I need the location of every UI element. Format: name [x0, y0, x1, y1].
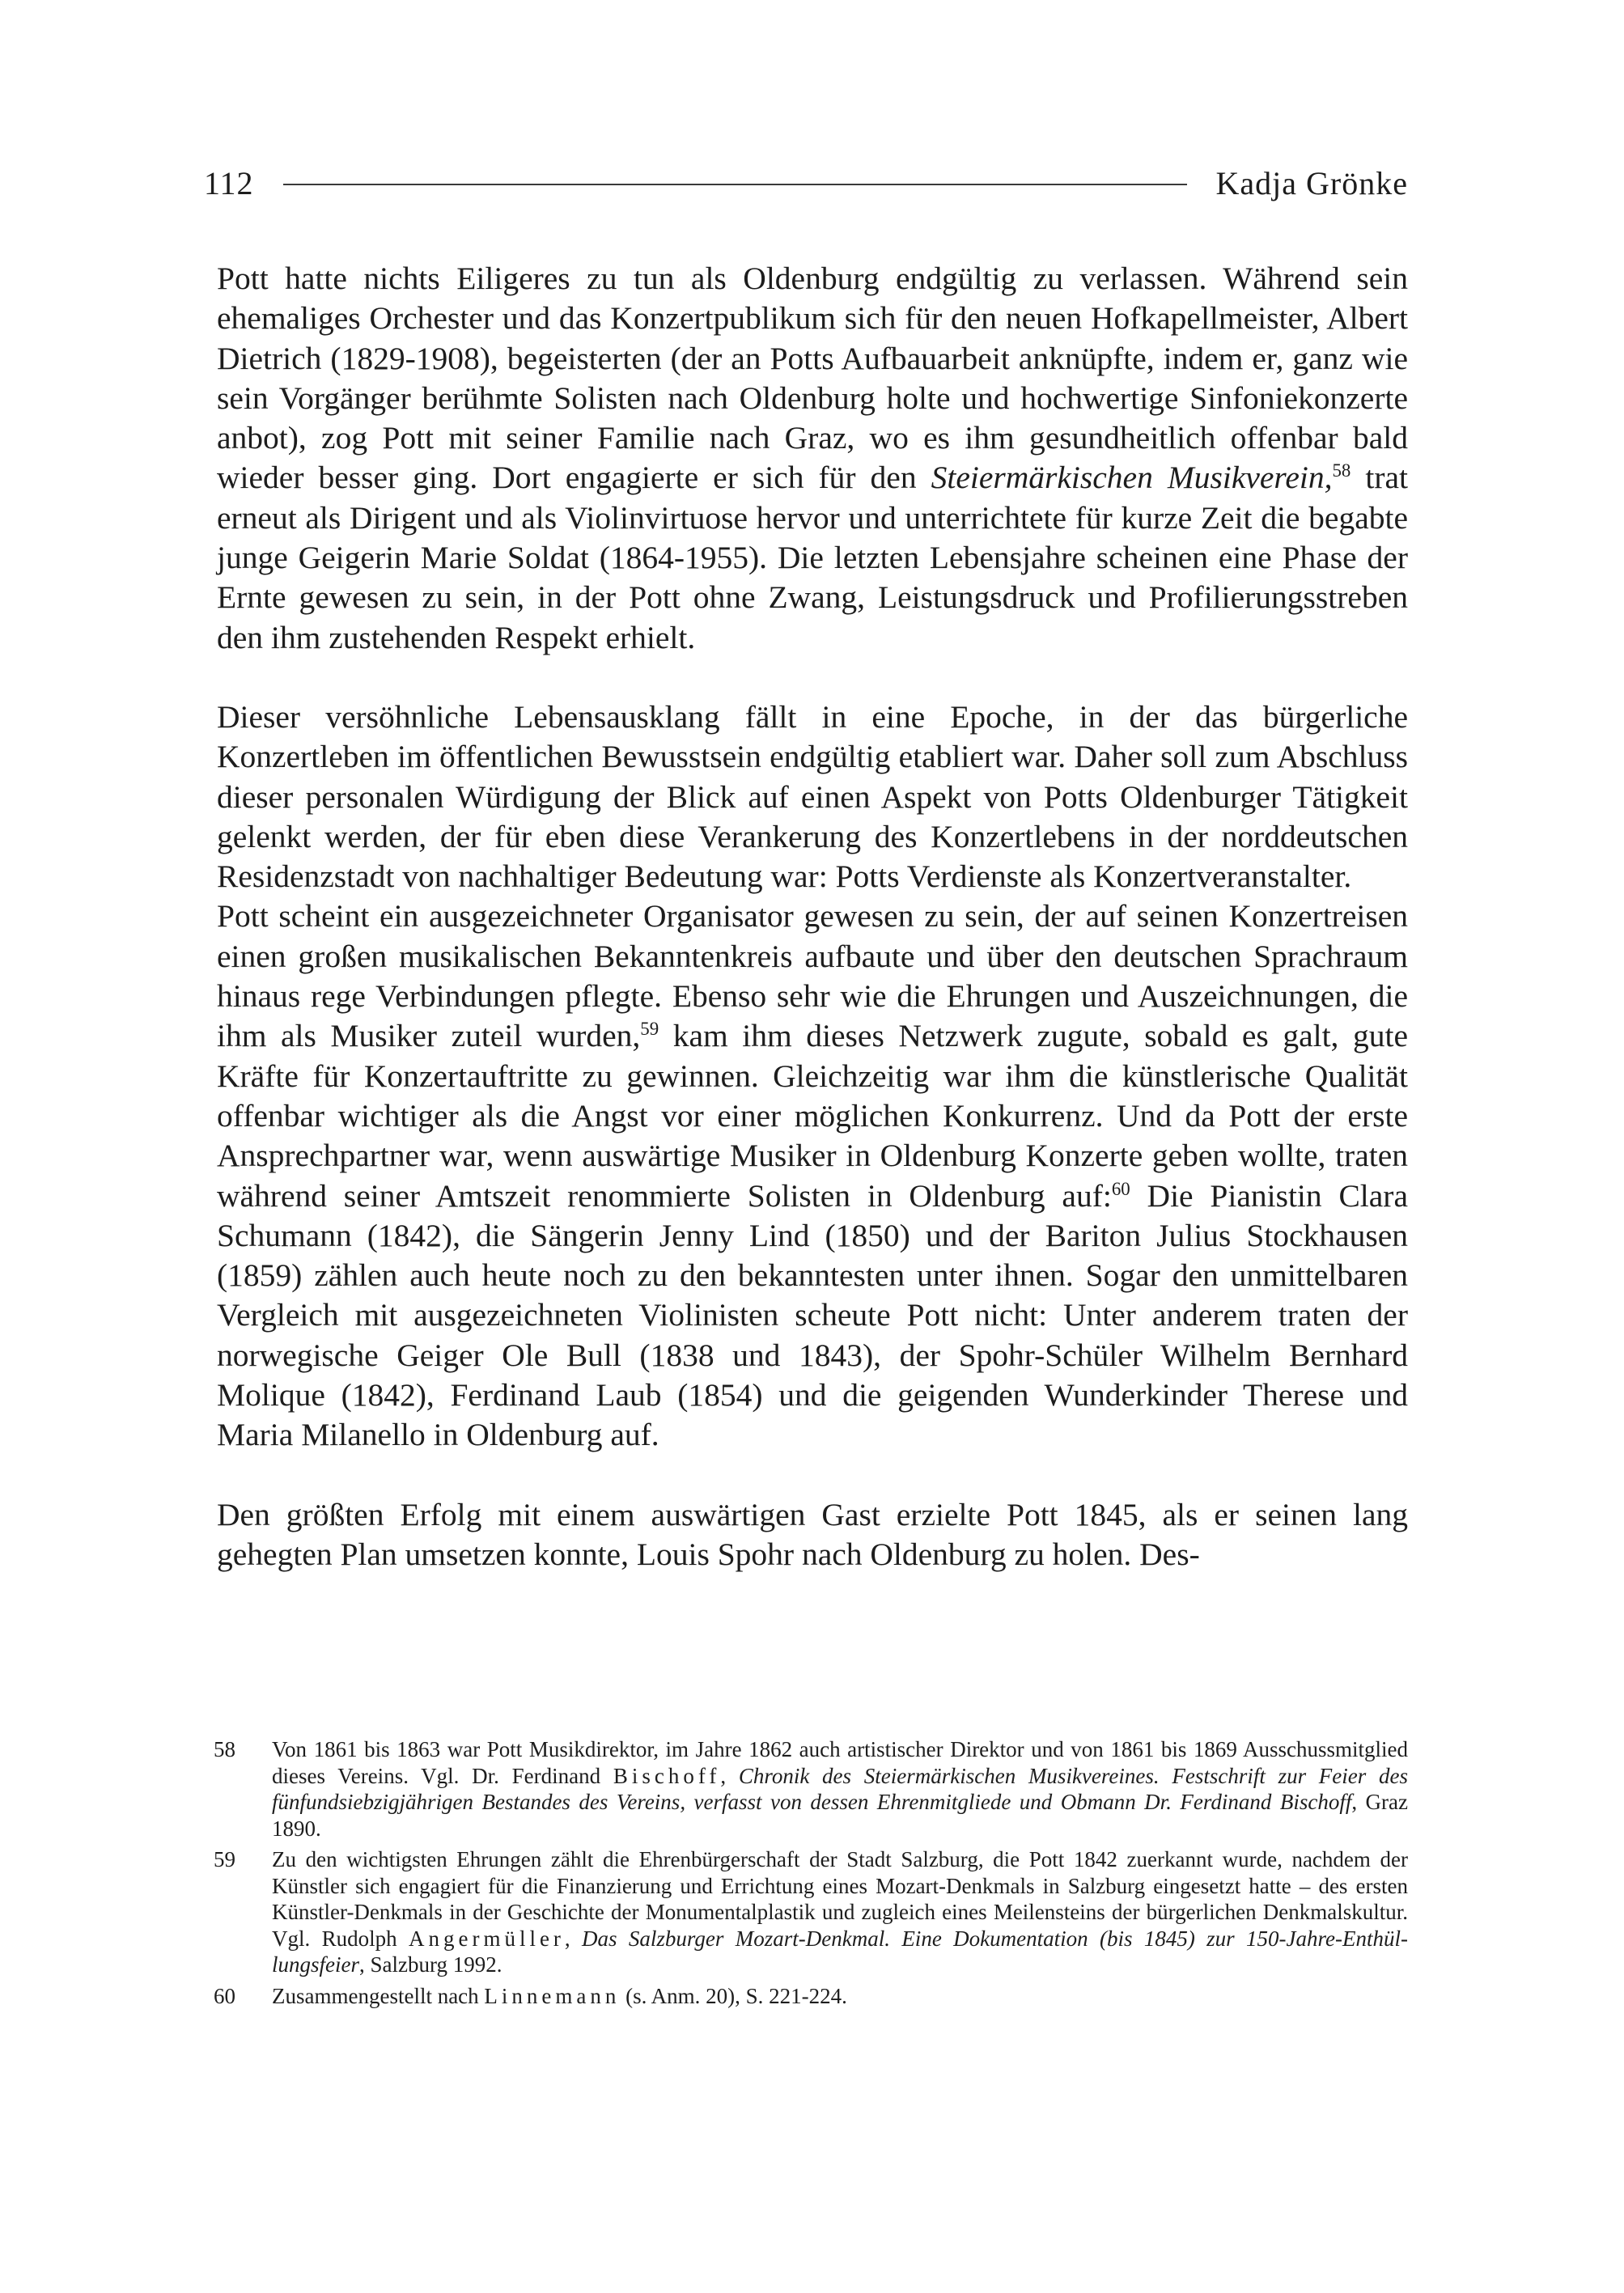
- footnote-60: [214, 1983, 1408, 2010]
- paragraph-4: Den größten Erfolg mit einem auswärtigen Gast erzielte Pott 1845, als er seinen lang gehegten Plan umsetzen konnte, Louis Spohr nach Oldenburg zu holen. Des-: [217, 1496, 1408, 1572]
- paragraph-2: Dieser versöhnliche Lebensausklang fällt in eine Epoche, in der das bürgerliche Konzertleben im öffentlichen Bewusstsein endgültig etabliert war. Daher soll zum Abschluss dieser personalen Würdigung der Blick auf einen Aspekt von Potts Oldenburger Tätigkeit gelenkt werden, der für eben diese Verankerung des Konzertlebens in der norddeutschen Residenzstadt von nachhaltiger Bedeutung war: Potts Verdienste als Konzertveranstalter.: [217, 698, 1408, 895]
- footnote-58: [214, 1736, 1408, 1842]
- italic-title: Das Salzburger Mozart-Denkmal. Eine Dokumentation (bis 1845) zur 150-Jahre-Enthüllungsfeier: [272, 1926, 1408, 1977]
- footnotes: [214, 1736, 1408, 2014]
- italic-title: Steiermärkischen Musikverein,: [931, 460, 1333, 496]
- footnote-ref-59[interactable]: 59: [640, 1019, 659, 1040]
- body-text: [217, 259, 1408, 1575]
- footnote-ref-58[interactable]: 58: [1332, 460, 1351, 481]
- footnote-text: Zu den wichtigsten Ehrungen zählt die Ehrenbürgerschaft der Stadt Salzburg, die Pott 1842 zuerkannt wurde, nachdem der Künstler sich engagiert für die Finanzierung und Errichtung eines Mozart-Denkmals in Salzburg eingesetzt hatte – des ersten Künstler-Denkmals in der Geschichte der Monumentalplastik und zugleich eines Meilensteins der bürgerlichen Denkmalskultur. Vgl. Rudolph Angermüller, Das Salzburger Mozart-Denkmal. Eine Dokumentation (bis 1845) zur 150-Jahre-Enthüllungsfeier, Salzburg 1992.: [272, 1847, 1408, 1977]
- footnote-number: 59: [214, 1847, 235, 1871]
- italic-title: Chronik des Steiermärkischen Musikvereines. Festschrift zur Feier des fünfundsiebzigjährigen Bestandes des Vereins, verfasst von dessen Ehrenmitgliede und Obmann Dr. Ferdinand Bischoff: [272, 1763, 1408, 1814]
- footnote-number: 58: [214, 1737, 235, 1761]
- footnote-59: [214, 1846, 1408, 1978]
- footnote-number: 60: [214, 1983, 235, 2008]
- header-rule: [283, 184, 1187, 185]
- page-number: 112: [204, 164, 254, 201]
- footnote-ref-60[interactable]: 60: [1111, 1178, 1130, 1199]
- paragraph-1: Pott hatte nichts Eiligeres zu tun als Oldenburg endgültig zu verlassen. Während sein ehemaliges Orchester und das Konzertpublikum sich für den neuen Hofkapellmeister, Albert Dietrich (1829-1908), begeisterten (der an Potts Aufbauarbeit anknüpfte, indem er, ganz wie sein Vorgänger berühmte Solisten nach Oldenburg holte und hochwertige Sinfoniekonzerte anbot), zog Pott mit seiner Familie nach Graz, wo es ihm gesundheitlich offenbar bald wieder besser ging. Dort engagierte er sich für den Steiermärkischen Musikverein,$^{58}$ trat erneut als Dirigent und als Violinvirtuose hervor und unterrichtete für kurze Zeit die begabte junge Geigerin Marie Soldat (1864-1955). Die letzten Lebensjahre scheinen eine Phase der Ernte gewesen zu sein, in der Pott ohne Zwang, Leistungsdruck und Profilierungsstreben den ihm zustehenden Respekt erhielt.: [217, 261, 1408, 655]
- author-name: Bischoff: [613, 1763, 721, 1788]
- author-name: Angermüller: [408, 1926, 565, 1951]
- running-header: [204, 159, 1408, 207]
- running-head-author: Kadja Grönke: [1215, 164, 1408, 201]
- paragraph-3: Pott scheint ein ausgezeichneter Organisator gewesen zu sein, der auf seinen Konzertreisen einen großen musikalischen Bekanntenkreis aufbaute und über den deutschen Sprachraum hinaus rege Verbindungen pflegte. Ebenso sehr wie die Ehrungen und Auszeichnungen, die ihm als Musiker zuteil wurden,$^{59}$ kam ihm dieses Netzwerk zugute, sobald es galt, gute Kräfte für Konzertauftritte zu gewinnen. Gleichzeitig war ihm die künstlerische Qualität offenbar wichtiger als die Angst vor einer möglichen Konkurrenz. Und da Pott der erste Ansprechpartner war, wenn auswärtige Musiker in Oldenburg Konzerte geben wollte, traten während seiner Amtszeit renommierte Solisten in Oldenburg auf:$^{60}$ Die Pianistin Clara Schumann (1842), die Sängerin Jenny Lind (1850) und der Bariton Julius Stockhausen (1859) zählen auch heute noch zu den bekanntesten unter ihnen. Sogar den unmittelbaren Vergleich mit ausgezeichneten Violinisten scheute Pott nicht: Unter anderem traten der norwegische Geiger Ole Bull (1838 und 1843), der Spohr-Schüler Wilhelm Bernhard Molique (1842), Ferdinand Laub (1854) und die geigenden Wunderkinder Therese und Maria Milanello in Oldenburg auf.: [217, 898, 1408, 1453]
- footnote-text: Zusammengestellt nach Linnemann (s. Anm. 20), S. 221-224.: [272, 1983, 847, 2008]
- author-name: Linnemann: [484, 1983, 621, 2008]
- footnote-text: Von 1861 bis 1863 war Pott Musikdirektor, im Jahre 1862 auch artistischer Direktor und von 1861 bis 1869 Ausschussmitglied dieses Vereins. Vgl. Dr. Ferdinand Bischoff, Chronik des Steiermärkischen Musikvereines. Festschrift zur Feier des fünfundsiebzigjährigen Bestandes des Vereins, verfasst von dessen Ehrenmitgliede und Obmann Dr. Ferdinand Bischoff, Graz 1890.: [272, 1737, 1408, 1841]
